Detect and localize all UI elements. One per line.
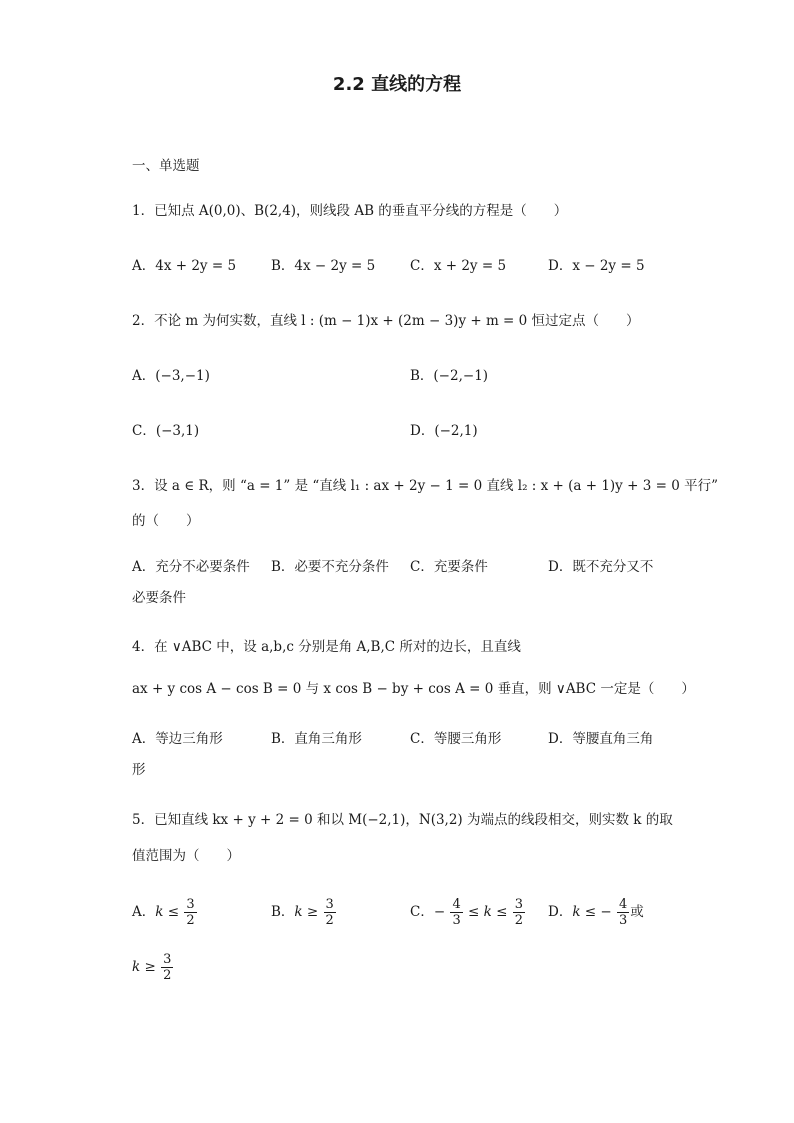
q1-option-b: B．4x − 2y = 5 xyxy=(271,258,376,274)
option-expression: k ≤ xyxy=(155,904,180,920)
q4-option-d: D．等腰直角三角 xyxy=(548,731,654,747)
q3-option-a: A．充分不必要条件 xyxy=(132,559,250,575)
option-letter: A． xyxy=(132,904,156,920)
fraction-numerator: 3 xyxy=(325,897,334,912)
q4-option-a: A．等边三角形 xyxy=(132,731,223,747)
fraction-denominator: 3 xyxy=(619,913,628,928)
section-heading: 一、单选题 xyxy=(132,158,200,174)
option-letter: B． xyxy=(271,904,295,920)
option-expression: ≤ k ≤ xyxy=(468,904,508,920)
question-5-stem-cont: 值范围为（ ） xyxy=(132,848,240,864)
fraction-numerator: 4 xyxy=(619,897,628,912)
q1-option-d: D．x − 2y = 5 xyxy=(548,258,645,274)
q4-option-c: C．等腰三角形 xyxy=(410,731,502,747)
fraction xyxy=(513,897,525,928)
fraction-denominator: 2 xyxy=(514,913,523,928)
question-5-stem: 5．已知直线 kx + y + 2 = 0 和以 M(−2,1)，N(3,2) 为端点的线段相交，则实数 k 的取 xyxy=(132,812,673,828)
page-title: 2.2 直线的方程 xyxy=(332,74,462,95)
option-letter: C． xyxy=(410,904,434,920)
option-expression: k ≥ xyxy=(294,904,319,920)
question-4-stem: 4．在 ∨ABC 中，设 a,b,c 分别是角 A,B,C 所对的边长，且直线 xyxy=(132,639,521,655)
question-2-stem: 2．不论 m 为何实数，直线 l : (m − 1)x + (2m − 3)y + m = 0 恒过定点（ ） xyxy=(132,313,640,329)
fraction-denominator: 2 xyxy=(163,968,172,983)
q2-option-a: A．(−3,−1) xyxy=(132,368,210,384)
option-expression: k ≤ − xyxy=(572,904,612,920)
fraction-numerator: 3 xyxy=(514,897,523,912)
q1-option-a: A．4x + 2y = 5 xyxy=(132,258,237,274)
fraction-denominator: 2 xyxy=(325,913,334,928)
q3-option-d-cont: 必要条件 xyxy=(132,590,186,606)
q2-option-d: D．(−2,1) xyxy=(410,423,478,439)
fraction-denominator: 3 xyxy=(452,913,461,928)
or-text: 或 xyxy=(630,904,644,920)
q2-option-b: B．(−2,−1) xyxy=(410,368,489,384)
minus-sign: − xyxy=(433,904,446,920)
fraction xyxy=(324,897,336,928)
q5-option-a xyxy=(132,897,198,928)
q4-option-d-cont: 形 xyxy=(132,762,146,778)
fraction xyxy=(184,897,196,928)
fraction xyxy=(450,897,462,928)
question-1-stem: 1．已知点 A(0,0)、B(2,4)，则线段 AB 的垂直平分线的方程是（ ） xyxy=(132,203,568,219)
q5-option-d-cont xyxy=(132,952,174,983)
option-letter: D． xyxy=(548,904,573,920)
fraction-numerator: 4 xyxy=(452,897,461,912)
question-4-stem-cont: ax + y cos A − cos B = 0 与 x cos B − by + cos A = 0 垂直，则 ∨ABC 一定是（ ） xyxy=(132,681,695,697)
q5-option-c xyxy=(410,897,526,928)
q1-option-c: C．x + 2y = 5 xyxy=(410,258,507,274)
q4-option-b: B．直角三角形 xyxy=(271,731,362,747)
question-3-stem: 3．设 a ∈ R，则 “a = 1” 是 “直线 l₁ : ax + 2y − 1 = 0 直线 l₂ : x + (a + 1)y + 3 = 0 平行” xyxy=(132,478,718,494)
fraction-numerator: 3 xyxy=(186,897,195,912)
fraction xyxy=(617,897,629,928)
q5-option-b xyxy=(271,897,337,928)
q3-option-d: D．既不充分又不 xyxy=(548,559,654,575)
q3-option-c: C．充要条件 xyxy=(410,559,488,575)
option-expression: k ≥ xyxy=(132,959,156,975)
q5-option-d xyxy=(548,897,644,928)
fraction-denominator: 2 xyxy=(186,913,195,928)
q2-option-c: C．(−3,1) xyxy=(132,423,200,439)
question-3-stem-cont: 的（ ） xyxy=(132,513,200,529)
q3-option-b: B．必要不充分条件 xyxy=(271,559,389,575)
fraction xyxy=(161,952,173,983)
fraction-numerator: 3 xyxy=(163,952,172,967)
